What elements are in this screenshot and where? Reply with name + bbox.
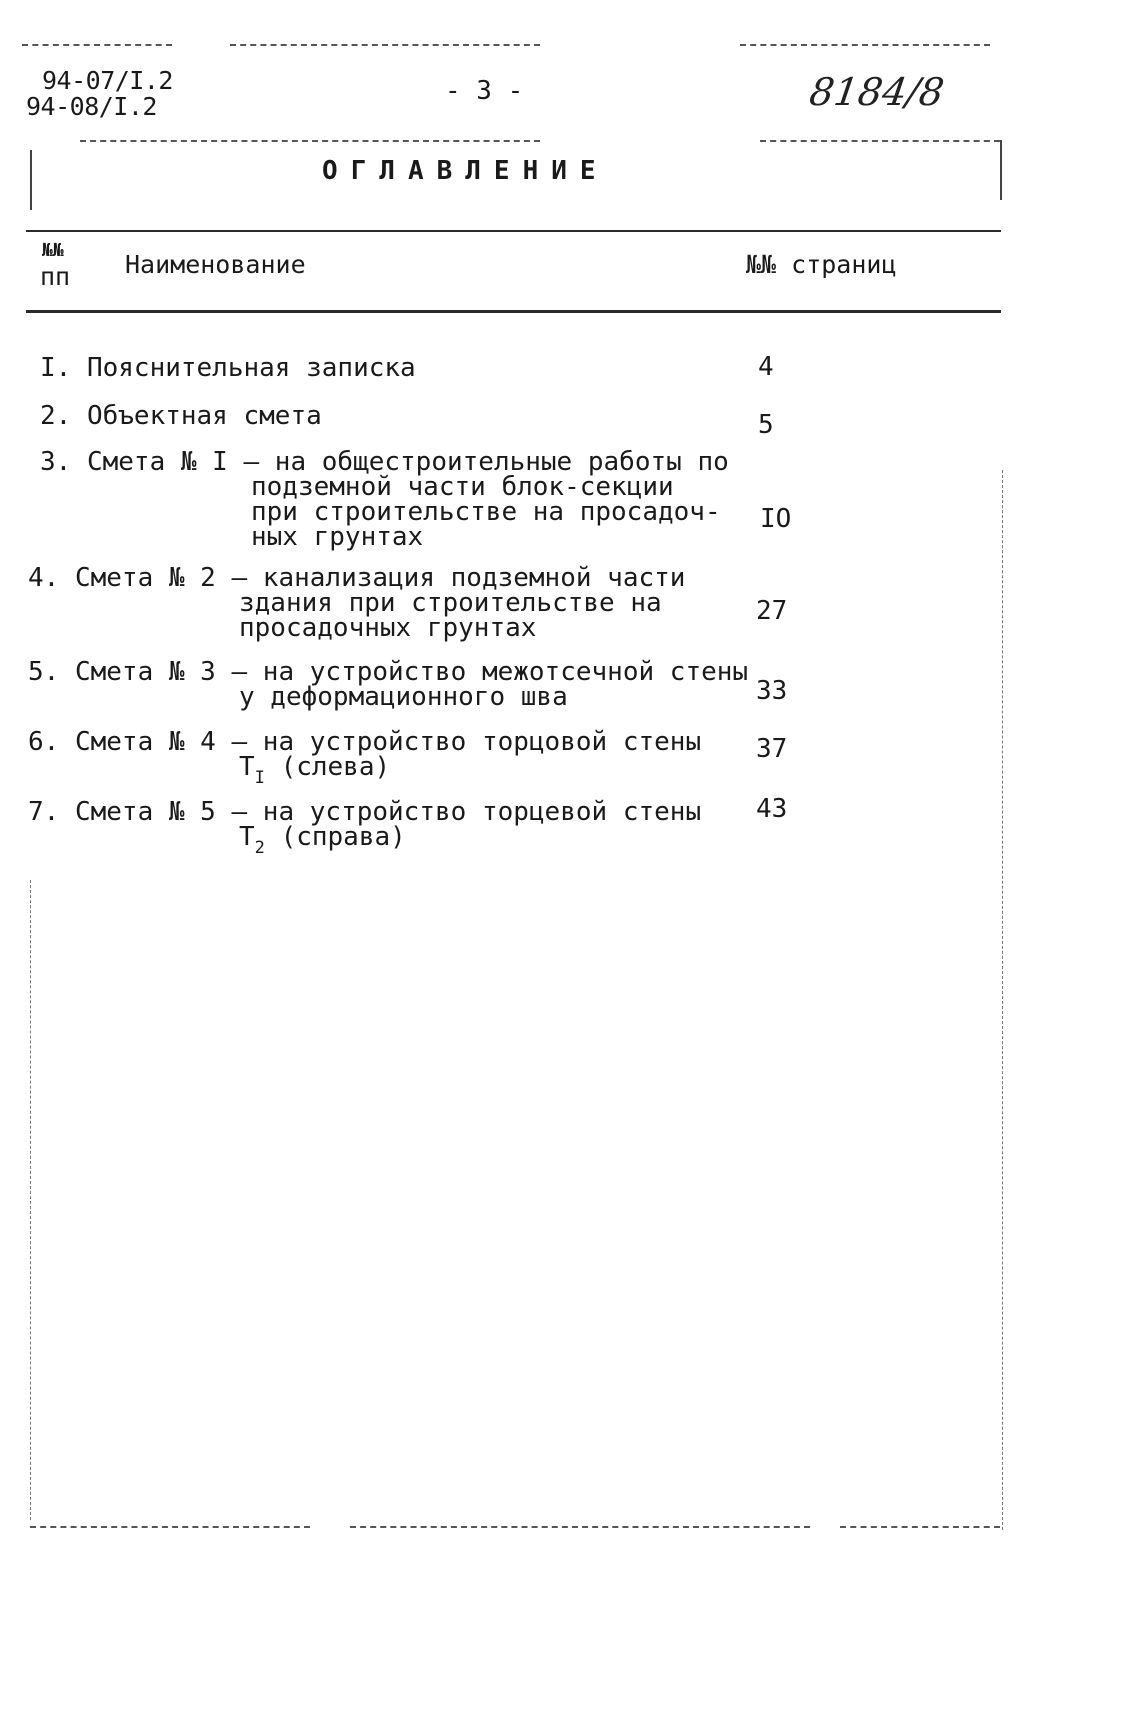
frame-left xyxy=(30,150,32,210)
item-line: здания при строительстве на xyxy=(239,588,662,618)
item-line xyxy=(239,752,701,788)
header-dash xyxy=(80,140,540,142)
bottom-border-dash xyxy=(840,1526,1000,1528)
table-header-bottom-rule xyxy=(26,310,1001,313)
list-item xyxy=(40,447,729,552)
item-page: 37 xyxy=(756,734,788,764)
item-title: 6. Смета № 4 – на устройство торцовой стены xyxy=(28,727,702,757)
inventory-number: 8184/8 xyxy=(806,70,947,114)
item-title: 5. Смета № 3 – на устройство межотсечной стены xyxy=(28,657,749,687)
item-title: 7. Смета № 5 – на устройство торцевой стены xyxy=(28,797,702,827)
list-item xyxy=(40,353,416,383)
item-line: подземной части блок-секции xyxy=(251,472,674,502)
wall-label: T xyxy=(239,822,255,852)
item-line: просадочных грунтах xyxy=(239,613,537,643)
header-dash xyxy=(760,140,1000,142)
item-page: 43 xyxy=(756,794,788,824)
item-line: при строительстве на просадоч- xyxy=(251,497,721,527)
item-title: 2. Объектная смета xyxy=(40,401,322,431)
bottom-border-dash xyxy=(350,1526,810,1528)
item-line: ных грунтах xyxy=(251,522,424,552)
item-page: 33 xyxy=(756,676,788,706)
item-page: IO xyxy=(760,504,792,534)
frame-right-dash xyxy=(1002,470,1003,1530)
top-border-dash xyxy=(22,44,172,46)
page-number: - 3 - xyxy=(445,76,524,106)
frame-left-dash xyxy=(30,880,31,1520)
list-item xyxy=(28,797,702,858)
item-page: 27 xyxy=(756,596,788,626)
document-code-2: 94-08/I.2 xyxy=(26,92,157,121)
item-page: 4 xyxy=(758,352,774,382)
list-item xyxy=(40,401,322,431)
list-item xyxy=(28,657,749,712)
column-number-header-2: пп xyxy=(40,262,71,291)
list-item xyxy=(28,563,686,643)
top-border-dash xyxy=(230,44,540,46)
wall-label: T xyxy=(239,752,255,782)
item-line: у деформационного шва xyxy=(239,682,568,712)
column-pages-header: №№ страниц xyxy=(746,250,897,279)
wall-side: (слева) xyxy=(280,752,391,782)
table-top-rule xyxy=(26,230,1001,232)
top-border-dash xyxy=(740,44,990,46)
item-line xyxy=(239,822,701,858)
document-code-1: 94-07/I.2 xyxy=(42,66,173,95)
column-number-header-1: №№ xyxy=(42,240,64,261)
frame-right xyxy=(1000,140,1002,200)
page-title: ОГЛАВЛЕНИЕ xyxy=(322,156,609,186)
wall-index: I xyxy=(254,768,265,788)
list-item xyxy=(28,727,702,788)
bottom-border-dash xyxy=(30,1526,310,1528)
item-title: I. Пояснительная записка xyxy=(40,353,416,383)
wall-index: 2 xyxy=(254,838,265,858)
item-title: 3. Смета № I – на общестроительные работы по xyxy=(40,447,729,477)
item-page: 5 xyxy=(758,410,774,440)
item-title: 4. Смета № 2 – канализация подземной части xyxy=(28,563,686,593)
column-name-header: Наименование xyxy=(125,250,306,279)
wall-side: (справа) xyxy=(280,822,406,852)
